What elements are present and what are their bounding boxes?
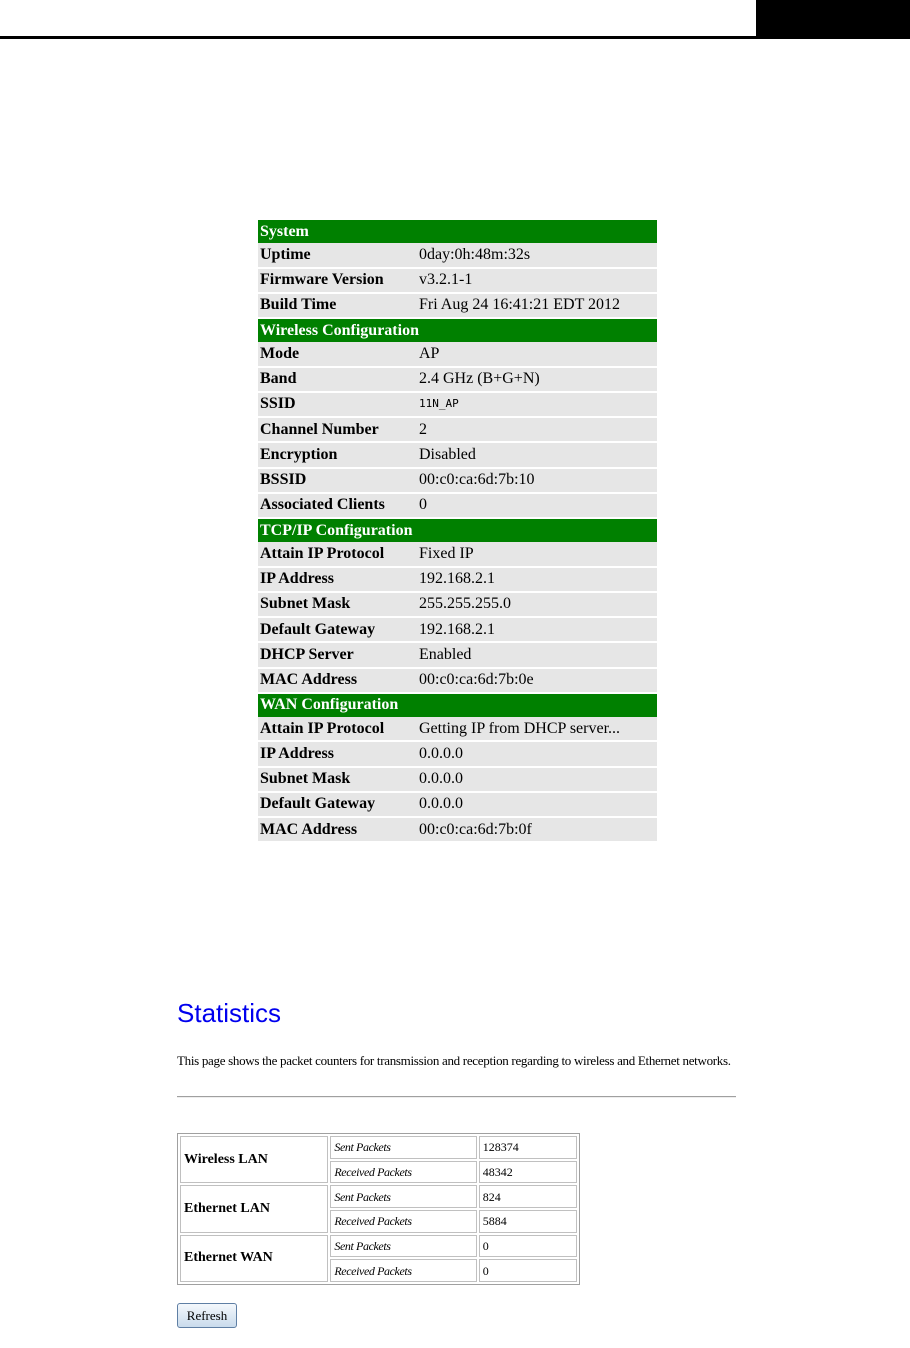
row-value: 00:c0:ca:6d:7b:10 bbox=[417, 468, 657, 493]
status-row bbox=[258, 342, 657, 366]
metric-value: 0 bbox=[479, 1259, 577, 1282]
status-row bbox=[258, 741, 657, 766]
status-row bbox=[258, 542, 657, 566]
group-name: Wireless LAN bbox=[180, 1136, 328, 1183]
status-row bbox=[258, 792, 657, 817]
table-row bbox=[180, 1136, 577, 1159]
row-value: Disabled bbox=[417, 442, 657, 467]
status-row bbox=[258, 367, 657, 392]
row-value: Fixed IP bbox=[417, 542, 657, 566]
row-value: Enabled bbox=[417, 642, 657, 667]
metric-label: Received Packets bbox=[330, 1259, 476, 1282]
group-name: Ethernet WAN bbox=[180, 1235, 328, 1282]
row-value: 0.0.0.0 bbox=[417, 741, 657, 766]
row-label: IP Address bbox=[258, 741, 417, 766]
row-label: Firmware Version bbox=[258, 268, 417, 293]
page-title: Statistics bbox=[177, 998, 282, 1028]
row-label: Attain IP Protocol bbox=[258, 717, 417, 741]
metric-label: Sent Packets bbox=[330, 1185, 476, 1208]
row-value: Fri Aug 24 16:41:21 EDT 2012 bbox=[417, 293, 657, 318]
row-label: Band bbox=[258, 367, 417, 392]
section-header-wan bbox=[258, 693, 657, 717]
metric-value: 5884 bbox=[479, 1210, 577, 1233]
metric-value: 128374 bbox=[479, 1136, 577, 1159]
metric-value: 48342 bbox=[479, 1161, 577, 1184]
row-label: SSID bbox=[258, 392, 417, 417]
row-label: IP Address bbox=[258, 567, 417, 592]
section-header-tcpip bbox=[258, 518, 657, 542]
row-value: 192.168.2.1 bbox=[417, 617, 657, 642]
row-label: Subnet Mask bbox=[258, 592, 417, 617]
divider bbox=[177, 1096, 736, 1098]
row-label: Channel Number bbox=[258, 417, 417, 442]
row-value: 0 bbox=[417, 493, 657, 518]
section-title: Wireless Configuration bbox=[258, 318, 657, 342]
table-row bbox=[180, 1235, 577, 1258]
status-row bbox=[258, 468, 657, 493]
status-row bbox=[258, 268, 657, 293]
row-value: 192.168.2.1 bbox=[417, 567, 657, 592]
status-row bbox=[258, 668, 657, 693]
status-row bbox=[258, 617, 657, 642]
row-value: 0.0.0.0 bbox=[417, 792, 657, 817]
row-label: Encryption bbox=[258, 442, 417, 467]
row-value: Getting IP from DHCP server... bbox=[417, 717, 657, 741]
metric-label: Sent Packets bbox=[330, 1136, 476, 1159]
status-row bbox=[258, 493, 657, 518]
row-label: BSSID bbox=[258, 468, 417, 493]
row-value: 00:c0:ca:6d:7b:0e bbox=[417, 668, 657, 693]
status-row bbox=[258, 592, 657, 617]
metric-label: Sent Packets bbox=[330, 1235, 476, 1258]
status-row bbox=[258, 642, 657, 667]
section-header-system bbox=[258, 220, 657, 243]
statistics-table bbox=[177, 1133, 580, 1285]
metric-value: 0 bbox=[479, 1235, 577, 1258]
status-row bbox=[258, 717, 657, 741]
row-label: Subnet Mask bbox=[258, 767, 417, 792]
row-label: Associated Clients bbox=[258, 493, 417, 518]
row-value: 0day:0h:48m:32s bbox=[417, 243, 657, 267]
refresh-button[interactable]: Refresh bbox=[177, 1303, 237, 1328]
section-title: TCP/IP Configuration bbox=[258, 518, 657, 542]
table-row bbox=[180, 1185, 577, 1208]
status-row bbox=[258, 567, 657, 592]
row-label: Uptime bbox=[258, 243, 417, 267]
row-label: Attain IP Protocol bbox=[258, 542, 417, 566]
row-value: AP bbox=[417, 342, 657, 366]
header-block bbox=[756, 0, 910, 39]
row-label: Default Gateway bbox=[258, 617, 417, 642]
row-label: Mode bbox=[258, 342, 417, 366]
section-header-wireless bbox=[258, 318, 657, 342]
metric-value: 824 bbox=[479, 1185, 577, 1208]
status-row bbox=[258, 767, 657, 792]
row-value: 2.4 GHz (B+G+N) bbox=[417, 367, 657, 392]
section-title: WAN Configuration bbox=[258, 693, 657, 717]
row-value: 11N_AP bbox=[417, 392, 657, 417]
status-row bbox=[258, 442, 657, 467]
status-row bbox=[258, 392, 657, 417]
row-value: v3.2.1-1 bbox=[417, 268, 657, 293]
row-label: MAC Address bbox=[258, 817, 417, 842]
page-description: This page shows the packet counters for transmission and reception regarding to wireless and Ethernet networks. bbox=[177, 1053, 731, 1068]
metric-label: Received Packets bbox=[330, 1161, 476, 1184]
metric-label: Received Packets bbox=[330, 1210, 476, 1233]
status-table bbox=[258, 220, 657, 843]
header-rule bbox=[0, 36, 756, 39]
group-name: Ethernet LAN bbox=[180, 1185, 328, 1232]
status-row bbox=[258, 293, 657, 318]
section-title: System bbox=[258, 220, 657, 243]
row-label: Build Time bbox=[258, 293, 417, 318]
row-label: Default Gateway bbox=[258, 792, 417, 817]
row-value: 2 bbox=[417, 417, 657, 442]
row-value: 0.0.0.0 bbox=[417, 767, 657, 792]
row-label: MAC Address bbox=[258, 668, 417, 693]
status-row bbox=[258, 417, 657, 442]
row-value: 00:c0:ca:6d:7b:0f bbox=[417, 817, 657, 842]
status-row bbox=[258, 243, 657, 267]
row-label: DHCP Server bbox=[258, 642, 417, 667]
row-value: 255.255.255.0 bbox=[417, 592, 657, 617]
status-row bbox=[258, 817, 657, 842]
